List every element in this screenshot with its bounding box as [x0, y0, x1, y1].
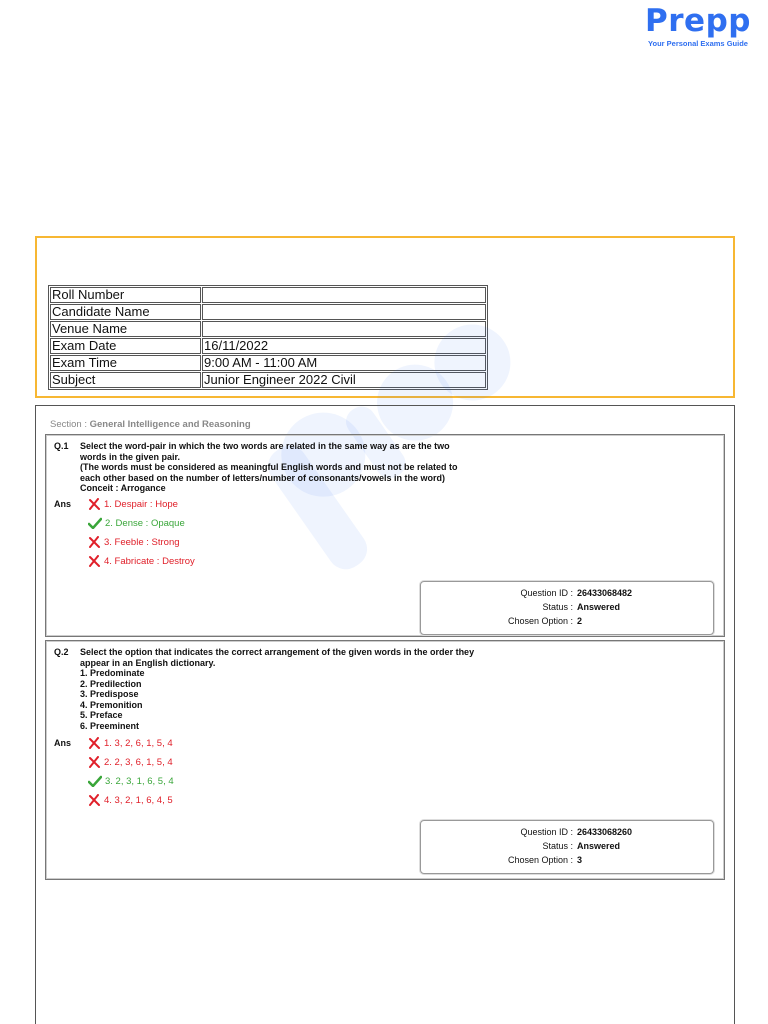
info-value: 9:00 AM - 11:00 AM — [202, 355, 486, 371]
answer-option: 2. 2, 3, 6, 1, 5, 4 — [88, 756, 173, 768]
question-text: Select the option that indicates the correct arrangement of the given words in the order they appear in an English dictionary. 1. Predominate 2. Predilection 3. Predispose 4. Premonition 5. Preface 6. Preeminent — [80, 647, 475, 731]
answer-option: 2. Dense : Opaque — [88, 517, 185, 529]
table-row — [50, 355, 486, 371]
answer-option: 3. 2, 3, 1, 6, 5, 4 — [88, 775, 174, 787]
question-id: 26433068482 — [577, 588, 633, 598]
question-card — [45, 434, 725, 637]
question-meta-box — [420, 581, 714, 635]
chosen-option-value: 3 — [577, 855, 583, 865]
answer-option: 1. Despair : Hope — [88, 498, 178, 510]
chosen-option-label: Chosen Option : — [507, 855, 573, 865]
section-title: Section : General Intelligence and Reasoning — [50, 419, 251, 430]
cross-icon — [88, 498, 101, 510]
answer-option: 1. 3, 2, 6, 1, 5, 4 — [88, 737, 173, 749]
prepp-logo — [638, 4, 758, 48]
answer-option: 4. Fabricate : Destroy — [88, 555, 195, 567]
info-value: Junior Engineer 2022 Civil — [202, 372, 486, 388]
candidate-info-box — [35, 236, 735, 398]
checkmark-icon — [88, 517, 102, 529]
question-number: Q.2 — [54, 647, 69, 657]
info-label: Exam Date — [50, 338, 201, 354]
question-meta-box — [420, 820, 714, 874]
answer-option: 3. Feeble : Strong — [88, 536, 180, 548]
info-label: Venue Name — [50, 321, 201, 337]
table-row — [50, 372, 486, 388]
info-label: Candidate Name — [50, 304, 201, 320]
info-label: Exam Time — [50, 355, 201, 371]
info-value: 16/11/2022 — [202, 338, 486, 354]
question-id-label: Question ID : — [520, 827, 573, 837]
section-container — [35, 405, 735, 1024]
logo-tagline: Your Personal Exams Guide — [648, 39, 748, 48]
candidate-info-table — [48, 285, 488, 390]
table-row — [50, 321, 486, 337]
status-label: Status : — [542, 602, 573, 612]
status-value: Answered — [577, 602, 621, 612]
question-number: Q.1 — [54, 441, 69, 451]
table-row — [50, 287, 486, 303]
cross-icon — [88, 737, 101, 749]
question-text: Select the word-pair in which the two words are related in the same way as are the two words in the given pair. (The words must be considered as meaningful English words and must not be related to each other based on the number of letters/number of consonants/vowels in the word) Conceit : Arrogance — [80, 441, 458, 493]
info-value — [202, 321, 486, 337]
cross-icon — [88, 555, 101, 567]
cross-icon — [88, 794, 101, 806]
question-id: 26433068260 — [577, 827, 633, 837]
question-card — [45, 640, 725, 880]
answer-option: 4. 3, 2, 1, 6, 4, 5 — [88, 794, 173, 806]
section-name: General Intelligence and Reasoning — [89, 419, 251, 430]
chosen-option-label: Chosen Option : — [507, 616, 573, 626]
chosen-option-value: 2 — [577, 616, 583, 626]
answer-label: Ans — [54, 499, 72, 509]
checkmark-icon — [88, 775, 102, 787]
table-row — [50, 304, 486, 320]
cross-icon — [88, 756, 101, 768]
info-value — [202, 304, 486, 320]
cross-icon — [88, 536, 101, 548]
info-value — [202, 287, 486, 303]
info-label: Subject — [50, 372, 201, 388]
question-id-label: Question ID : — [520, 588, 573, 598]
logo-wordmark: Prepp — [645, 3, 751, 39]
status-label: Status : — [542, 841, 573, 851]
status-value: Answered — [577, 841, 621, 851]
table-row — [50, 338, 486, 354]
info-label: Roll Number — [50, 287, 201, 303]
answer-label: Ans — [54, 738, 72, 748]
